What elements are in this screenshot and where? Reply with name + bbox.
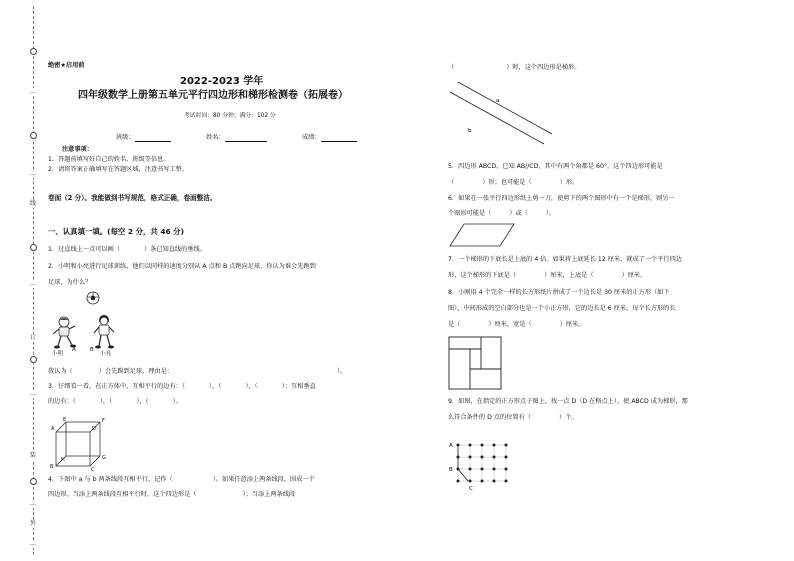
- grid-dot: [469, 480, 472, 483]
- name-xiaoming: 小明: [52, 351, 64, 357]
- grid-label-b: B: [449, 467, 453, 473]
- grid-dot: [481, 444, 484, 447]
- grid-dot: [481, 456, 484, 459]
- binding-hole: [30, 356, 37, 363]
- grid-dot: [505, 480, 508, 483]
- secret-label: 绝密★启用前: [48, 62, 85, 69]
- class-field[interactable]: [116, 134, 171, 142]
- margin-dots: …: [30, 540, 36, 547]
- grid-dot: [481, 480, 484, 483]
- question-3-line1: 3．仔细看一看，在正方体中，互相平行的边有：（ ），（ ），（ ）；互相垂直: [48, 383, 316, 390]
- question-9-line1: 9．如图，在指定的正方形点子图上，找一点 D（D 在格点上），使 ABCD 成为梯形，那: [448, 398, 688, 405]
- question-1: 1．过直线上一点可以画（ ）条已知直线的垂线。: [48, 246, 206, 253]
- note-item: 1．答题前填写好自己的姓名、班级等信息。: [48, 156, 170, 163]
- name-field[interactable]: [206, 134, 267, 142]
- margin-dots: …: [30, 88, 36, 95]
- cube-label: D: [92, 426, 96, 432]
- dot-grid-diagram: [448, 432, 528, 494]
- grid-dot: [505, 456, 508, 459]
- grid-dot: [457, 480, 460, 483]
- score-field[interactable]: [302, 134, 357, 142]
- margin-dots: …: [30, 390, 36, 397]
- grid-dot: [469, 444, 472, 447]
- name-xiaoliang: 小亮: [100, 351, 112, 357]
- parallelogram-diagram: [448, 222, 518, 250]
- section-title: 一、认真填一填。(每空 2 分，共 46 分): [48, 227, 184, 236]
- margin-label: 装: [29, 452, 36, 459]
- neatness-note: 卷面（2 分）。我能做到书写规范，格式正确，卷面整洁。: [48, 194, 217, 202]
- page-title: 四年级数学上册第五单元平行四边形和梯形检测卷（拓展卷）: [78, 90, 348, 101]
- margin-label: 订: [29, 334, 36, 341]
- binding-hole: [30, 48, 37, 55]
- line-b-label: b: [468, 128, 472, 134]
- grid-dot: [469, 468, 472, 471]
- question-4-line3: （ ）时，这个四边形是梯形。: [448, 64, 581, 71]
- question-3-line2: 的边有：（ ），（ ），（ ）。: [48, 398, 182, 405]
- binding-hole: [30, 244, 37, 251]
- parallel-lines-diagram: [448, 78, 558, 148]
- notes-title: 注意事项：: [62, 146, 93, 153]
- line-a-label: a: [496, 98, 500, 104]
- grid-dot: [457, 456, 460, 459]
- question-6-line1: 6．如果在一张平行四边形纸上剪一刀，使剪下的两个图形中有一个是梯形，则另一: [448, 195, 675, 202]
- school-year: 2022-2023 学年: [180, 76, 264, 87]
- point-b-label: B: [90, 347, 94, 353]
- margin-dots: …: [30, 500, 36, 507]
- grid-dot: [505, 444, 508, 447]
- cube-diagram: [50, 418, 110, 474]
- question-9-line2: 么符合条件的 D 点的位置有（ ）个。: [448, 414, 578, 421]
- name-label: 姓名：: [206, 134, 225, 141]
- football-icon: [86, 291, 100, 305]
- grid-dot: [469, 456, 472, 459]
- question-8-line3: 是（ ）厘米，宽是（ ）厘米。: [448, 321, 585, 328]
- grid-dot: [457, 444, 460, 447]
- question-4-line2: 四边形。当添上两条线段互相平行时，这个四边形是（ ）；当添上两条线段: [48, 491, 296, 498]
- question-5-line2: （ ）形；也可能是（ ）形。: [448, 179, 579, 186]
- question-2-line2: 足球，为什么？: [48, 279, 92, 286]
- question-7-line2: 形，这个梯形的下底是（ ）厘米，上底是（ ）厘米。: [448, 272, 647, 279]
- grid-dot: [481, 468, 484, 471]
- grid-label-a: A: [449, 443, 453, 449]
- score-label: 成绩：: [302, 134, 321, 141]
- question-5-line1: 5．四边形 ABCD，已知 AB//CD，其中有两个角都是 60°，这个四边形可能是: [448, 163, 663, 170]
- binding-hole: [30, 132, 37, 139]
- question-4-line1: 4．下图中 a 与 b 两条线段互相平行，记作（ ）。如果任意添上两条线段，围成一个: [48, 476, 315, 483]
- grid-dot: [493, 456, 496, 459]
- margin-dots: …: [30, 280, 36, 287]
- cube-label: G: [102, 455, 106, 461]
- cube-label: B: [50, 464, 54, 470]
- grid-label-c: C: [469, 486, 473, 492]
- cube-label: A: [51, 426, 55, 432]
- grid-dot: [457, 468, 460, 471]
- four-rectangles-diagram: [448, 336, 504, 392]
- cube-label: E: [63, 417, 67, 423]
- question-8-line2: 图），中间形成的空白部分也是一个小正方形，它的边长是 6 厘米。每个长方形的长: [448, 305, 676, 312]
- question-2-answer: 我认为（ ）会先踢到足球，理由是： ）。: [48, 368, 347, 375]
- margin-dots: …: [30, 170, 36, 177]
- question-2-line1: 2．小明和小亮进行足球训练，他们以同样的速度分别从 A 点和 B 点跑向足球，你认为谁会先跑到: [48, 263, 316, 270]
- margin-label: 外: [29, 520, 36, 527]
- grid-dot: [493, 480, 496, 483]
- grid-dot: [505, 468, 508, 471]
- cube-label: H: [61, 457, 65, 463]
- point-a-label: A: [72, 347, 76, 353]
- question-8-line1: 8．小刚用 4 个完全一样的长方形纸片拼成了一个边长是 30 厘米的正方形（如下: [448, 289, 670, 296]
- grid-dot: [493, 444, 496, 447]
- exam-info: 考试时间：80 分钟；满分：102 分: [184, 113, 276, 119]
- margin-label: 线: [29, 200, 36, 207]
- question-7-line1: 7．一个梯形的下底长是上底的 4 倍。如果将上底延长 12 厘米，就成了一个平行四边: [448, 256, 682, 263]
- cube-label: F: [102, 418, 105, 424]
- question-6-line2: 个图形可能是（ ）或（ ）。: [448, 210, 556, 217]
- cube-label: C: [91, 467, 95, 473]
- class-label: 班级：: [116, 134, 135, 141]
- grid-dot: [493, 468, 496, 471]
- boy-xiaoliang-illustration: [90, 314, 118, 352]
- binding-hole: [30, 478, 37, 485]
- note-item: 2．请将答案正确填写在答题区域，注意书写工整。: [48, 166, 189, 173]
